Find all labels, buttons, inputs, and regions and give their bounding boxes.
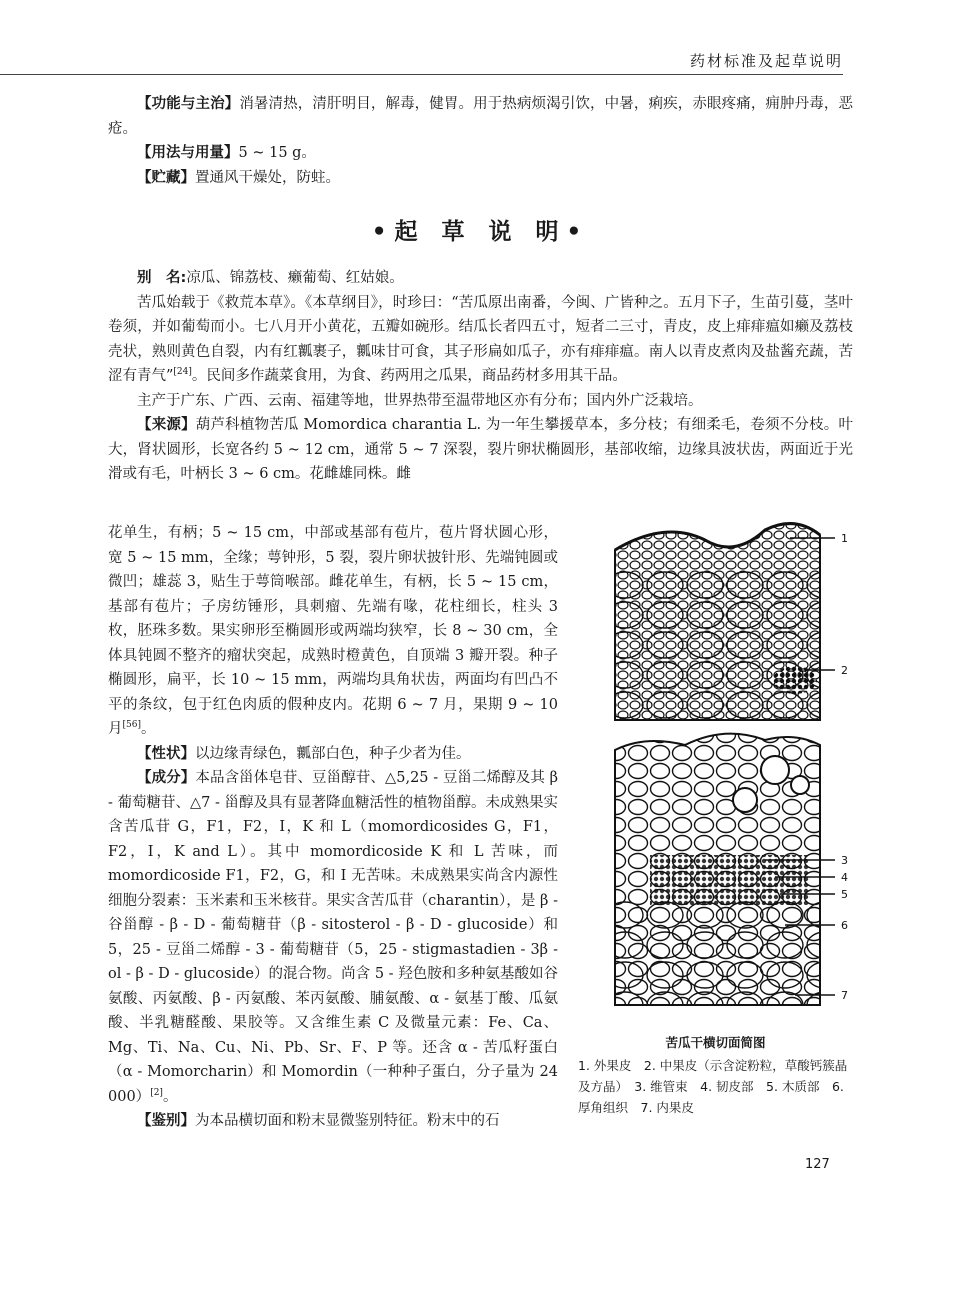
running-title: 药材标准及起草说明 (689, 52, 843, 70)
body-full-width (108, 266, 853, 487)
figure-title: 苦瓜干横切面简图 (665, 1035, 766, 1050)
storage-paragraph (108, 166, 853, 191)
header-rule (0, 74, 843, 75)
alias-label: 别 名: (137, 270, 187, 286)
function-text: 消暑清热，清肝明目，解毒，健胃。用于热病烦渴引饮，中暑，痢疾，赤眼疼痛，痈肿丹毒，恶疮。 (108, 96, 854, 137)
figure-label-6: 6 (841, 919, 848, 932)
source-label: 【来源】 (137, 417, 196, 433)
character-label: 【性状】 (137, 745, 195, 762)
character-text: 以边缘青绿色，瓤部白色，种子少者为佳。 (195, 745, 471, 762)
character-paragraph (108, 742, 558, 767)
function-paragraph (108, 92, 853, 141)
storage-text: 置通风干燥处，防蛀。 (195, 169, 340, 186)
cross-section-drawing (605, 510, 855, 1010)
body-left-column (108, 521, 558, 1134)
figure-label-2: 2 (841, 664, 848, 677)
source-paragraph (108, 413, 853, 487)
alias-paragraph (108, 266, 853, 291)
figure-label-4: 4 (841, 871, 848, 884)
section-heading: •起 草 说 明• (371, 219, 590, 245)
function-label: 【功能与主治】 (137, 96, 240, 112)
components-paragraph (108, 766, 558, 1109)
upper-section (615, 524, 820, 720)
components-label: 【成分】 (137, 770, 196, 786)
components-text: 本品含甾体皂苷、豆甾醇苷、△5,25 - 豆甾二烯醇及其 β - 葡萄糖苷、△7 - 甾醇及具有显著降血糖活性的植物甾醇。未成熟果实含苦瓜苷 G，F1，F2，I，K 和 L（momordicosides G，F1，F2，I，K and L）。其中 momordicoside K 和 L 苦味，而 momordicoside F1，F2，G，和 I 无苦味。未成熟果实尚含内源性细胞分裂素：玉米素和玉米核苷。果实含苦瓜苷（charantin），是 β - 谷甾醇 - β - D - 葡萄糖苷（β - sitosterol - β - D - glucoside）和 5，25 - 豆甾二烯醇 - 3 - 葡萄糖苷（5，25 - stigmastadien - 3β - ol - β - D - glucoside）的混合物。尚含 5 - 羟色胺和多种氨基酸如谷氨酸、丙氨酸、β - 丙氨酸、苯丙氨酸、脯氨酸、α - 氨基丁酸、瓜氨酸、半乳糖醛酸、果胶等。又含维生素 C 及微量元素：Fe、Ca、Mg、Ti、Na、Cu、Ni、Pb、Sr、F、P 等。还含 α - 苦瓜籽蛋白（α - Momorcharin）和 Momordin（一种种子蛋白，分子量为 24 000） (108, 770, 559, 1105)
usage-paragraph (108, 141, 853, 166)
figure-label-1: 1 (841, 532, 848, 545)
lower-section (615, 734, 820, 1005)
components-tail: 。 (162, 1088, 178, 1105)
usage-label: 【用法与用量】 (137, 145, 239, 161)
history-tail: 。民间多作蔬菜食用，为食、药两用之瓜果，商品药材多用其干品。 (191, 368, 627, 384)
figure-label-3: 3 (841, 854, 848, 867)
source-continued: 花单生，有柄；5 ~ 15 cm，中部或基部有苞片，苞片肾状圆心形，宽 5 ~ 15 mm，全缘；萼钟形，5 裂，裂片卵状披针形、先端钝圆或微凹；雄蕊 3，贴生于萼筒喉部。雌花单生，有柄，长 5 ~ 15 cm，基部有苞片；子房纺锤形，具刺瘤、先端有喙，花柱细长，柱头 3 枚，胚珠多数。果实卵形至椭圆形或两端均狭窄，长 8 ~ 30 cm，全体具钝圆不整齐的瘤状突起，成熟时橙黄色，自顶端 3 瓣开裂。种子椭圆形，扁平，长 10 ~ 15 mm，两端均具角状齿，两面均有凹凸不平的条纹，包于红色肉质的假种皮内。花期 6 ~ 7 月，果期 9 ~ 10 月[56]。 (108, 525, 558, 737)
page-number: 127 (805, 1157, 830, 1172)
distribution-text: 主产于广东、广西、云南、福建等地，世界热带至温带地区亦有分布；国内外广泛栽培。 (137, 392, 703, 409)
distribution-paragraph (108, 389, 853, 414)
source-citation: [56] (122, 720, 141, 731)
alias-text: 凉瓜、锦荔枝、癞葡萄、红姑娘。 (186, 270, 404, 286)
figure-label-7: 7 (841, 989, 848, 1002)
source-text: 葫芦科植物苦瓜 Momordica charantia L. 为一年生攀援草本，多分枝；有细柔毛，卷须不分枝。叶大，肾状圆形，长宽各约 5 ~ 12 cm，通常 5 ~ 7 深裂，裂片卵状椭圆形，基部收缩，边缘具波状齿，两面近于光滑或有毛，叶柄长 3 ~ 6 cm。花雌雄同株。雌 (108, 417, 853, 482)
figure-label-5: 5 (841, 888, 848, 901)
usage-text: 5 ~ 15 g。 (238, 145, 316, 161)
identify-paragraph (108, 1109, 558, 1134)
figure-legend: 1. 外果皮 2. 中果皮（示含淀粉粒，草酸钙簇晶及方晶） 3. 维管束 4. 韧皮部 5. 木质部 6. 厚角组织 7. 内果皮 (578, 1058, 848, 1115)
storage-label: 【贮藏】 (137, 169, 195, 186)
history-citation: [24] (173, 367, 192, 378)
figure-caption (578, 1032, 853, 1118)
history-text: 苦瓜始载于《救荒本草》。《本草纲目》，时珍曰：“苦瓜原出南番，今闽、广皆种之。五月下子，生苗引蔓，茎叶卷须，并如葡萄而小。七八月开小黄花，五瓣如碗形。结瓜长者四五寸，短者二三寸，青皮，皮上痱痱瘟如癞及荔枝壳状，熟则黄色自裂，内有红瓤裹子，瓤味甘可食，其子形扁如瓜子，亦有痱痱瘟。南人以青皮煮肉及盐酱充蔬，苦涩有青气” (108, 294, 853, 384)
components-citation: [2] (150, 1087, 163, 1098)
source-column-text: 花单生，有柄；5 ~ 15 cm，中部或基部有苞片，苞片肾状圆心形，宽 5 ~ 15 mm，全缘；萼钟形，5 裂，裂片卵状披针形、先端钝圆或微凹；雄蕊 3，贴生于萼筒喉部。雌花单生，有柄，长 5 ~ 15 cm，基部有苞片；子房纺锤形，具刺瘤、先端有喙，花柱细长，柱头 3 枚，胚珠多数。果实卵形至椭圆形或两端均狭窄，长 8 ~ 30 cm，全体具钝圆不整齐的瘤状突起，成熟时橙黄色，自顶端 3 瓣开裂。种子椭圆形，扁平，长 10 ~ 15 mm，两端均具角状齿，两面均有凹凸不平的条纹，包于红色肉质的假种皮内。花期 6 ~ 7 月，果期 9 ~ 10 月 (108, 525, 558, 737)
cross-section-figure (605, 510, 855, 1010)
identify-text: 为本品横切面和粉末显微鉴别特征。粉末中的石 (195, 1113, 500, 1129)
history-paragraph (108, 291, 853, 389)
page-header (0, 0, 961, 82)
identify-label: 【鉴别】 (137, 1113, 195, 1129)
top-section (108, 92, 853, 190)
